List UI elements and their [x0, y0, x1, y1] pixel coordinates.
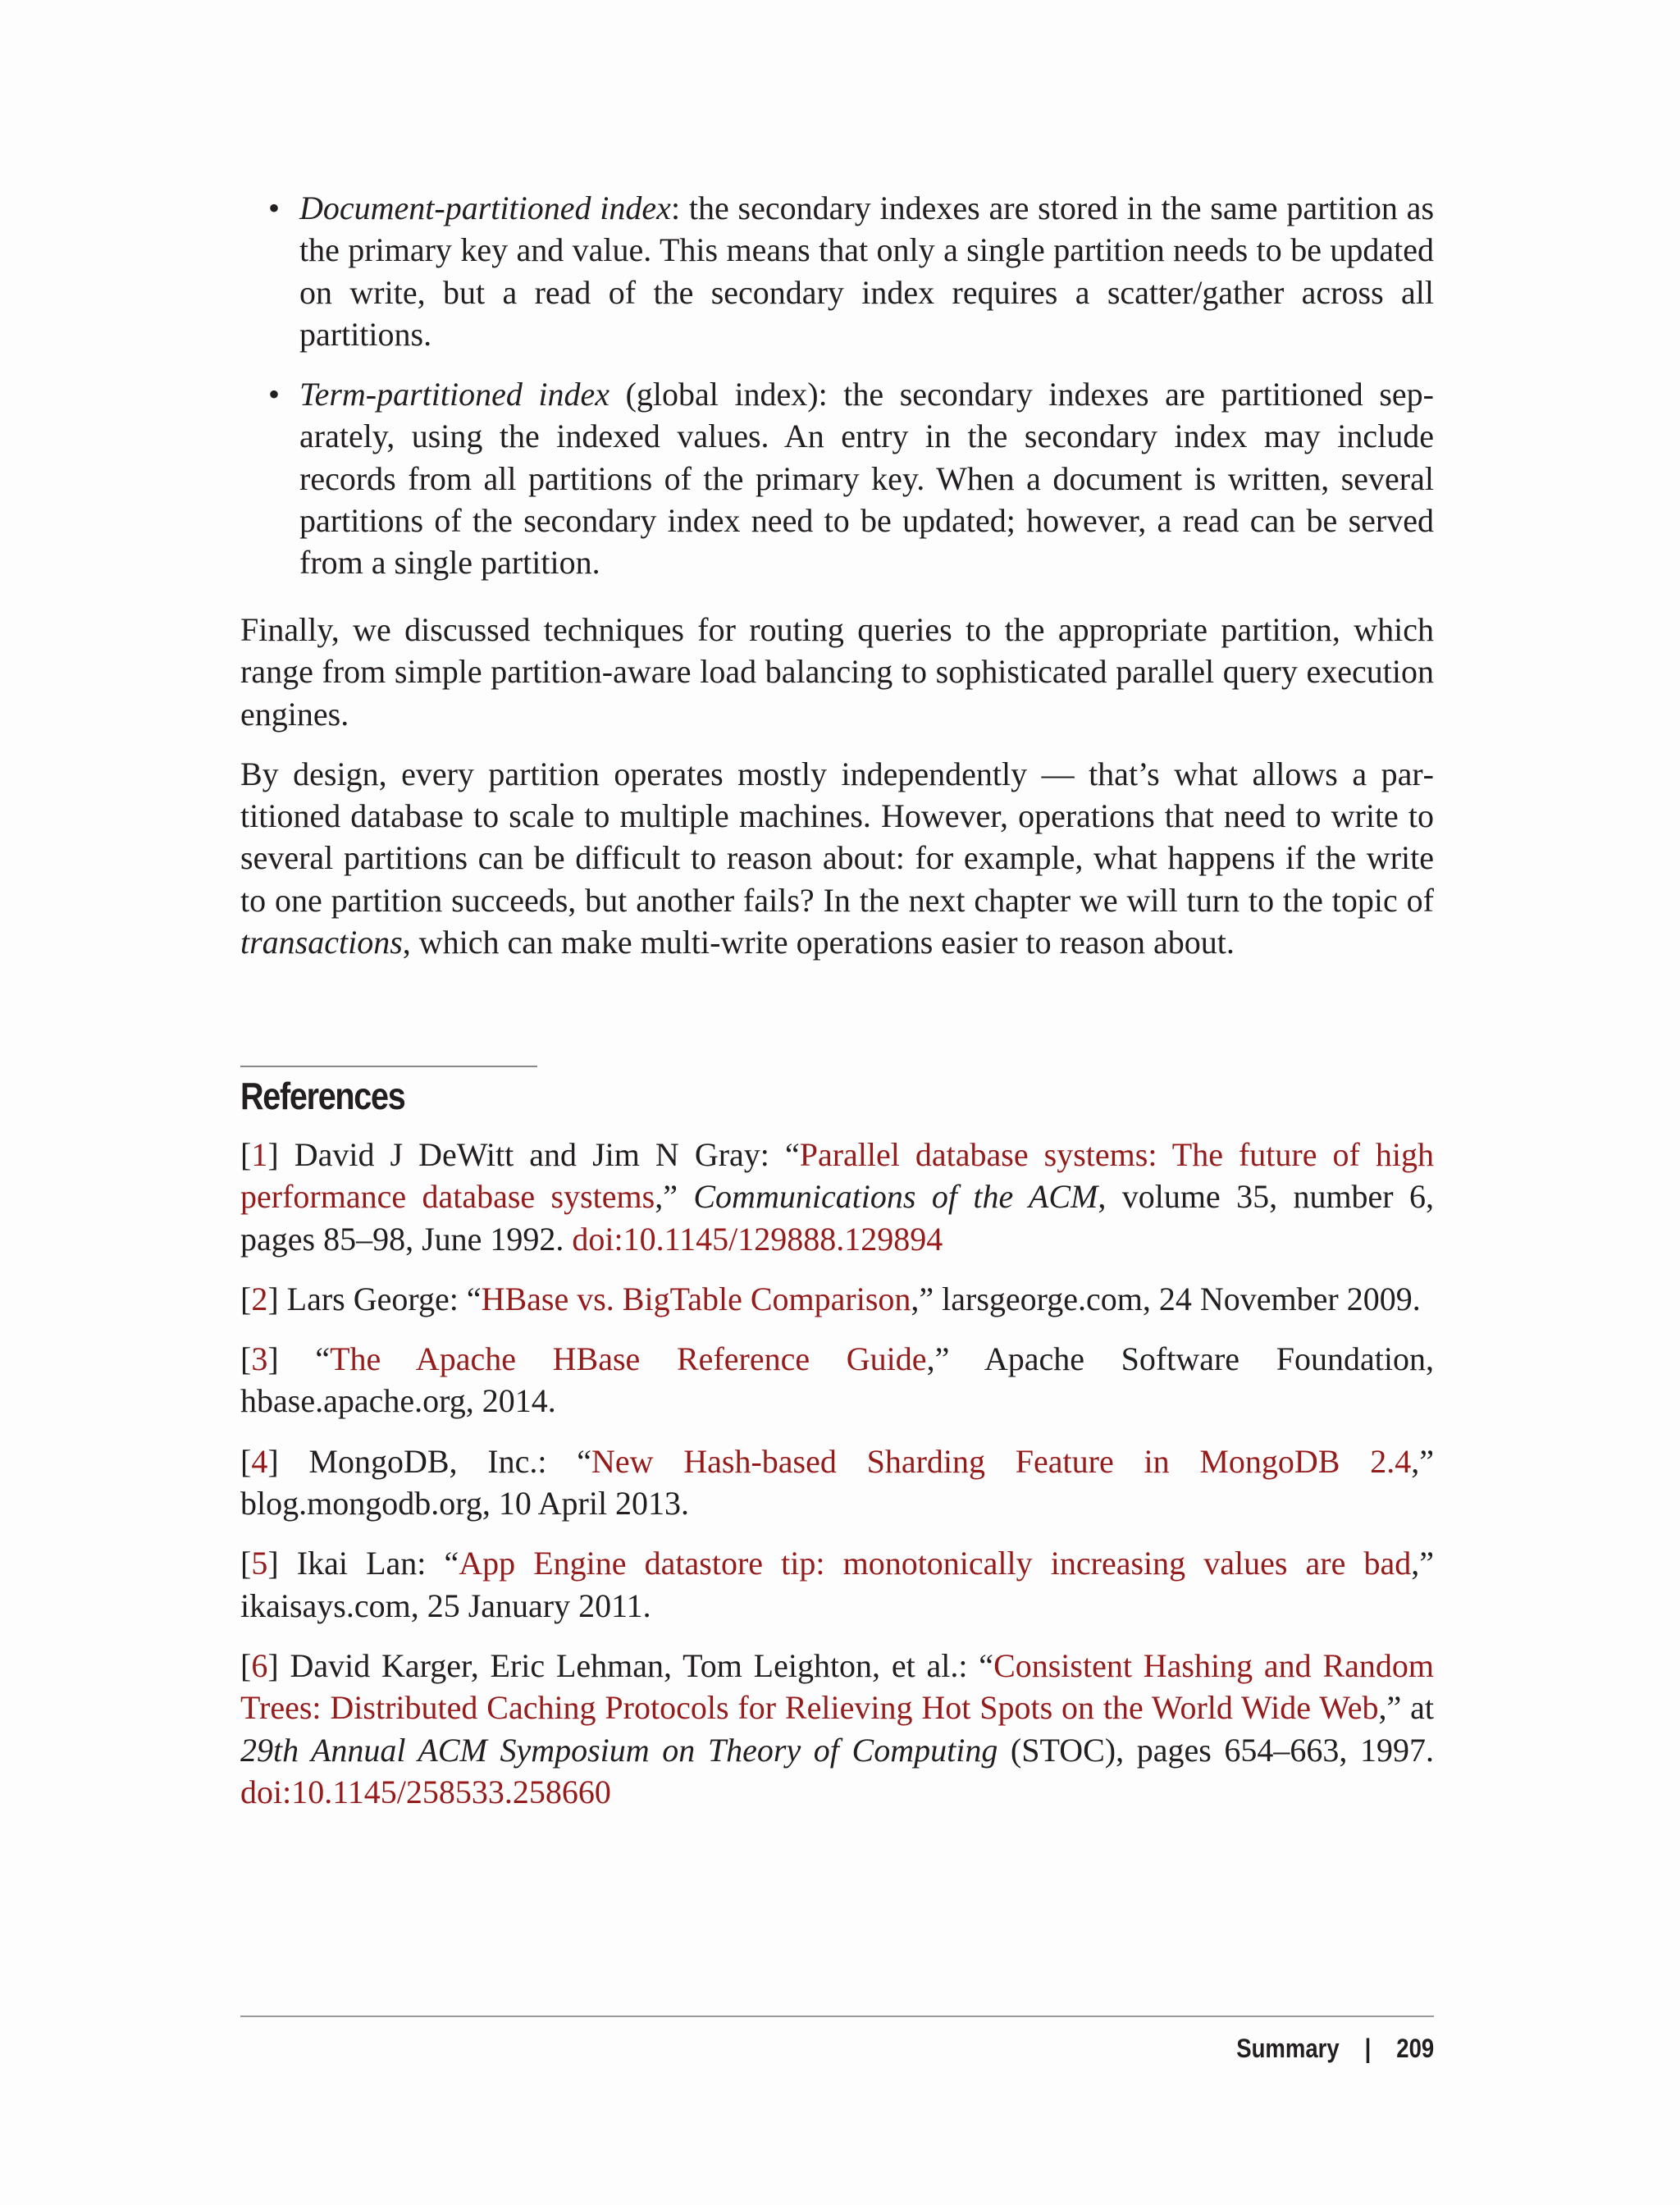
- footer-separator: |: [1364, 2034, 1372, 2063]
- reference-text: David Karger, Eric Lehman, Tom Leighton, et al.: “: [278, 1646, 994, 1684]
- footer-section-title: Summary: [1236, 2034, 1340, 2063]
- reference-text: ,” Apache Software Foundation, hbase.apache.org, 2014.: [240, 1340, 1434, 1420]
- reference-text: Lars George: “: [278, 1280, 482, 1317]
- reference-3: [3] “The Apache HBase Reference Guide,” Apache Software Foundation, hbase.apache.org, 2014.: [240, 1340, 1434, 1420]
- bullet-text: : the secondary indexes are stored in the same partition as the primary key and value. This means that only a single partition needs to be updated on write, but a read of the secondary index requires a scatter/gather across all partitions.: [299, 189, 1435, 353]
- reference-text: ,” blog.mongodb.org, 10 April 2013.: [240, 1442, 1434, 1522]
- reference-number-link[interactable]: 4: [251, 1442, 268, 1480]
- bullet-list: [240, 187, 1434, 584]
- bullet-text: (global index): the secondary indexes are partitioned separately, using the indexed values. An entry in the secondary index may include records from all partitions of the primary key. When a document is written, several partitions of the secondary index need to be updated; however, a read can be served from a single partition.: [299, 376, 1434, 582]
- reference-title-link[interactable]: App Engine datastore tip: monotonically increasing values are bad: [459, 1545, 1412, 1582]
- reference-text: “: [278, 1340, 331, 1378]
- page-footer: [1236, 2028, 1434, 2069]
- reference-venue: 29th Annual ACM Symposium on Theory of Computing: [240, 1731, 998, 1769]
- reference-text: ,” larsgeorge.com, 24 November 2009.: [911, 1280, 1421, 1317]
- references-divider: [240, 1066, 537, 1067]
- reference-text: ,”: [655, 1178, 694, 1216]
- page-number: 209: [1396, 2034, 1434, 2063]
- bullet-icon: •: [268, 376, 281, 413]
- reference-text: , volume 35, number 6, pages 85–98, June 1992.: [240, 1178, 1435, 1258]
- bullet-term: Document-partitioned index: [299, 189, 671, 226]
- reference-text: ,” ikaisays.com, 25 January 2011.: [240, 1545, 1434, 1624]
- reference-1: [1] David J DeWitt and Jim N Gray: “Parallel database systems: The future of high performance database systems,” Communications of the ACM, volume 35, number 6, pages 85–98, June 1992. doi:10.1145/129888.129894: [240, 1136, 1435, 1258]
- reference-text: David J DeWitt and Jim N Gray: “: [278, 1136, 800, 1173]
- bullet-item-term-partitioned: [240, 373, 1434, 583]
- reference-number-link[interactable]: 3: [251, 1340, 268, 1378]
- reference-text: ,” at: [1378, 1689, 1435, 1727]
- paragraph-text: , which can make multi-write operations easier to reason about.: [402, 924, 1235, 961]
- reference-4: [4] MongoDB, Inc.: “New Hash-based Sharding Feature in MongoDB 2.4,” blog.mongodb.org, 10 April 2013.: [240, 1442, 1434, 1522]
- reference-number-link[interactable]: 5: [251, 1545, 268, 1582]
- reference-title-link[interactable]: New Hash-based Sharding Feature in MongoDB 2.4: [591, 1442, 1412, 1480]
- reference-number-link[interactable]: 2: [251, 1280, 268, 1317]
- reference-number-link[interactable]: 6: [251, 1646, 268, 1684]
- bullet-item-document-partitioned: [240, 187, 1434, 355]
- paragraph-independence: [240, 753, 1434, 963]
- body-paragraphs: [240, 609, 1434, 981]
- reference-doi-link[interactable]: doi:10.1145/129888.129894: [572, 1220, 943, 1258]
- paragraph-routing: Finally, we discussed techniques for routing queries to the appropriate partition, which range from simple partition-aware load balancing to sophisticated parallel query execution engines.: [240, 611, 1434, 733]
- reference-text: Ikai Lan: “: [278, 1545, 459, 1582]
- reference-text: MongoDB, Inc.: “: [278, 1442, 591, 1480]
- reference-title-link[interactable]: HBase vs. BigTable Comparison: [481, 1280, 911, 1317]
- bullet-icon: •: [268, 189, 281, 226]
- reference-venue: Communications of the ACM: [693, 1178, 1098, 1216]
- reference-doi-link[interactable]: doi:10.1145/258533.258660: [240, 1773, 611, 1810]
- references-heading: References: [240, 1075, 405, 1117]
- paragraph-text: By design, every partition operates mostly independently — that’s what allows a partitioned database to scale to multiple machines. However, operations that need to write to several partitions can be difficult to reason about: for example, what happens if the write to one partition succeeds, but another fails? In the next chapter we will turn to the topic of: [240, 755, 1434, 919]
- reference-2: [2] Lars George: “HBase vs. BigTable Comparison,” larsgeorge.com, 24 November 2009.: [240, 1280, 1421, 1317]
- footer-divider: [240, 2016, 1434, 2017]
- reference-text: (STOC), pages 654–663, 1997.: [998, 1731, 1434, 1769]
- reference-number-link[interactable]: 1: [251, 1136, 268, 1173]
- reference-5: [5] Ikai Lan: “App Engine datastore tip: monotonically increasing values are bad,” ikaisays.com, 25 January 2011.: [240, 1545, 1434, 1624]
- emphasis-transactions: transactions: [240, 924, 403, 961]
- reference-title-link[interactable]: The Apache HBase Reference Guide: [330, 1340, 927, 1378]
- reference-title-link[interactable]: Consistent Hashing and Random Trees: Distributed Caching Protocols for Relieving Hot Spots on the World Wide Web: [240, 1646, 1434, 1727]
- references-list: [240, 1134, 1434, 1831]
- reference-title-link[interactable]: Parallel database systems: The future of high performance database systems: [240, 1136, 1435, 1216]
- bullet-term: Term-partitioned index: [299, 376, 610, 413]
- bullet-list-container: [240, 187, 1434, 602]
- reference-6: [6] David Karger, Eric Lehman, Tom Leighton, et al.: “Consistent Hashing and Random Trees: Distributed Caching Protocols for Relieving Hot Spots on the World Wide Web,” at 29th Annual ACM Symposium on Theory of Computing (STOC), pages 654–663, 1997. doi:10.1145/258533.258660: [240, 1646, 1435, 1810]
